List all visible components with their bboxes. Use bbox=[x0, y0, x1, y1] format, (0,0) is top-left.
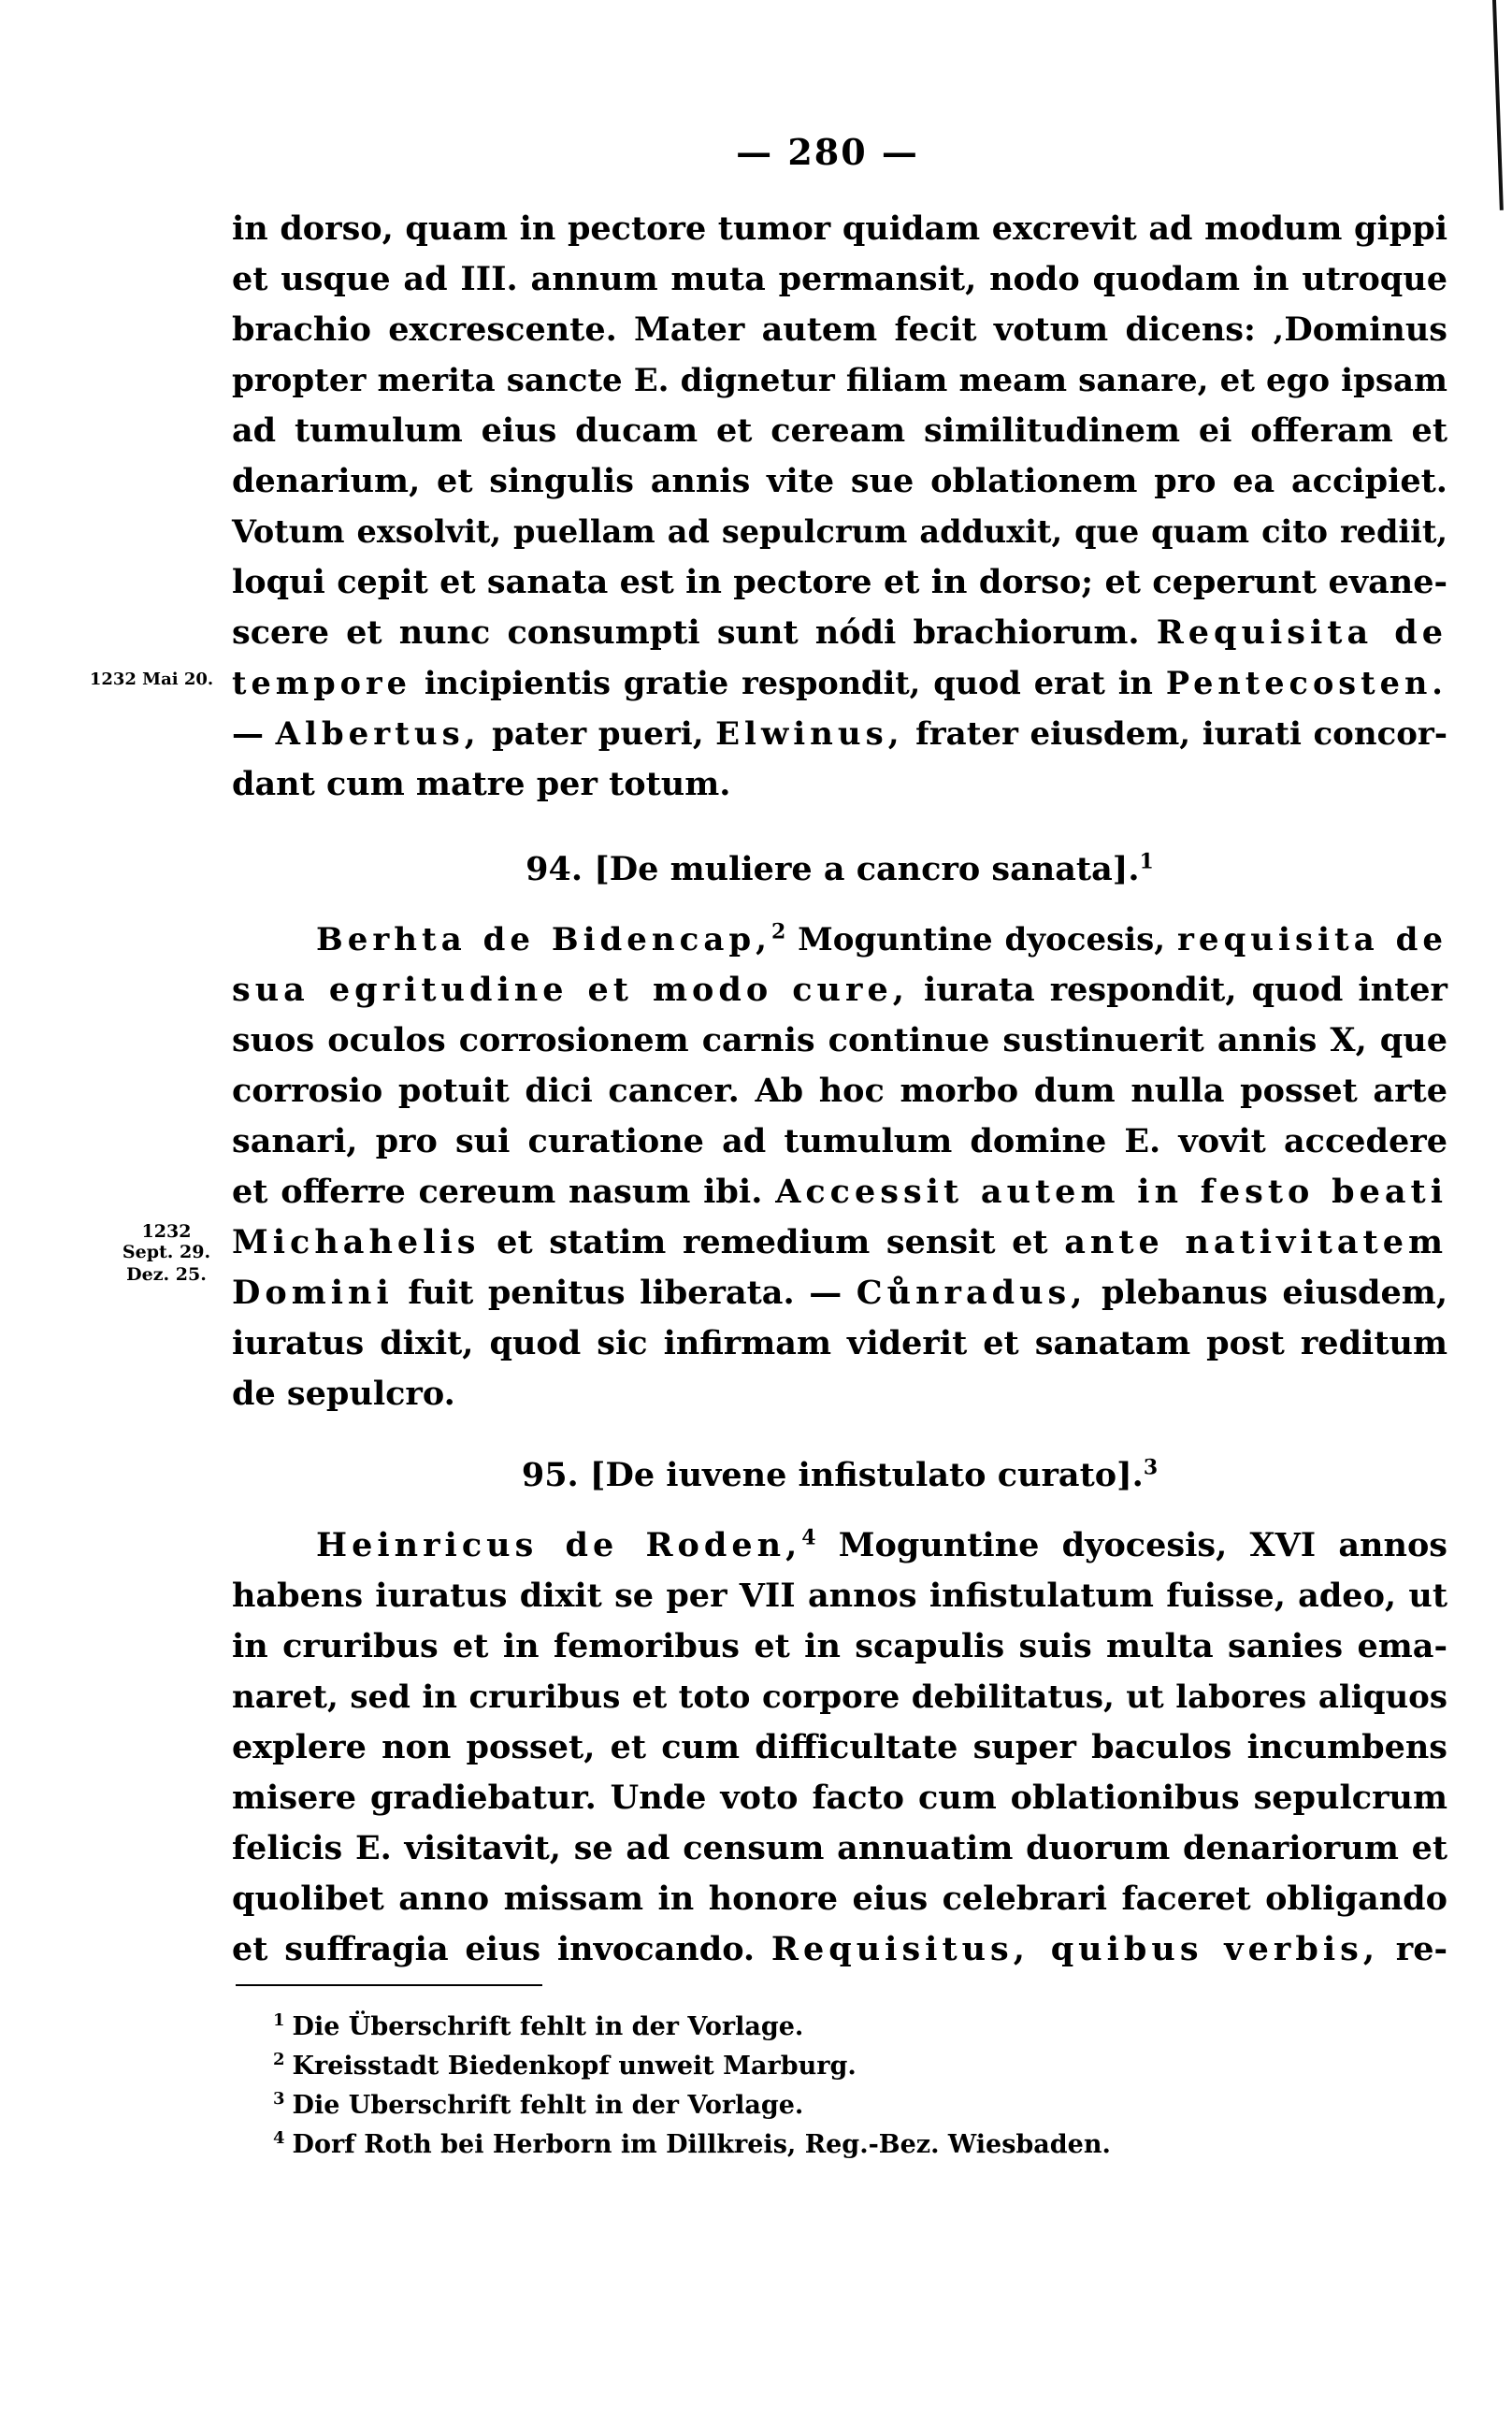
text-line: felicis E. visitavit, se ad censum annuatim duorum denariorum et bbox=[232, 1829, 1447, 1867]
spaced-text: Berhta de Bidencap, bbox=[316, 921, 771, 958]
footnote-number: 4 bbox=[273, 2128, 285, 2148]
margin-note-date: 1232 Mai 20. bbox=[89, 670, 214, 689]
text-line: brachio excrescente. Mater autem fecit votum dicens: ‚Dominus bbox=[232, 310, 1447, 349]
spaced-text: Pentecosten. bbox=[1165, 665, 1447, 701]
heading-text: 95. [De iuvene infistulato curato]. bbox=[521, 1456, 1144, 1494]
text-line: quolibet anno missam in honore eius celebrari faceret obligando bbox=[232, 1880, 1447, 1918]
section-heading-95 bbox=[232, 1452, 1447, 1499]
footnote-ref[interactable]: 4 bbox=[801, 1525, 816, 1550]
footnote bbox=[273, 2128, 1302, 2162]
text-line: et usque ad III. annum muta permansit, nodo quodam in utroque bbox=[232, 260, 1447, 298]
footnote bbox=[273, 2010, 1302, 2044]
spaced-text: Michahelis bbox=[232, 1223, 481, 1261]
text-line: misere gradiebatur. Unde voto facto cum oblationibus sepulcrum bbox=[232, 1779, 1447, 1817]
text-line: Votum exsolvit, puellam ad sepulcrum adduxit, que quam cito rediit, bbox=[232, 513, 1447, 550]
text-line: denarium, et singulis annis vite sue oblationem pro ea accipiet. bbox=[232, 462, 1447, 500]
text-segment: plebanus eiusdem, bbox=[1102, 1274, 1448, 1312]
footnote-number: 3 bbox=[273, 2089, 285, 2109]
spaced-text: Requisita de bbox=[1156, 613, 1447, 652]
footnote-number: 1 bbox=[273, 2010, 285, 2030]
text-line: suos oculos corrosionem carnis continue sustinuerit annis X, que bbox=[232, 1021, 1447, 1059]
text-line: de sepulcro. bbox=[232, 1375, 455, 1413]
text-segment: incipientis gratie respondit, quod erat in bbox=[424, 665, 1153, 701]
page-number: — 280 — bbox=[736, 131, 919, 173]
text-line: corrosio potuit dici cancer. Ab hoc morbo dum nulla posset arte bbox=[232, 1072, 1447, 1110]
footnote-separator bbox=[236, 1984, 542, 1986]
margin-note-dates bbox=[110, 1221, 223, 1285]
text-segment: Moguntine dyocesis, bbox=[798, 921, 1166, 958]
footnote-text: Kreisstadt Biedenkopf unweit Marburg. bbox=[292, 2052, 857, 2081]
footnote-text: Dorf Roth bei Herborn im Dillkreis, Reg.-Bez. Wiesbaden. bbox=[292, 2130, 1111, 2159]
text-line bbox=[232, 610, 1447, 656]
margin-year: 1232 bbox=[141, 1221, 192, 1242]
spaced-text: Cůnradus, bbox=[856, 1274, 1087, 1312]
footnote bbox=[273, 2089, 1302, 2123]
spaced-text: requisita de bbox=[1176, 921, 1447, 958]
section-heading-94 bbox=[232, 846, 1447, 893]
footnote-text: Die Uberschrift fehlt in der Vorlage. bbox=[292, 2091, 804, 2120]
text-segment: pater pueri, bbox=[492, 715, 704, 753]
footnote-text: Die Überschrift fehlt in der Vorlage. bbox=[292, 2012, 804, 2041]
footnote-ref[interactable]: 2 bbox=[770, 919, 786, 944]
text-line: habens iuratus dixit se per VII annos infistulatum fuisse, adeo, ut bbox=[232, 1577, 1447, 1615]
footnote-ref[interactable]: 1 bbox=[1139, 849, 1154, 874]
text-line: loqui cepit et sanata est in pectore et in dorso; et ceperunt evane- bbox=[232, 563, 1447, 601]
footnote-ref[interactable]: 3 bbox=[1143, 1455, 1159, 1480]
footnote-number: 2 bbox=[273, 2050, 285, 2069]
spaced-text: Requisitus, quibus verbis, bbox=[770, 1930, 1380, 1968]
margin-date: Dez. 25. bbox=[126, 1264, 207, 1285]
text-line: explere non posset, et cum difficultate super baculos incumbens bbox=[232, 1728, 1447, 1766]
text-segment: frater eiusdem, iurati concor- bbox=[915, 715, 1447, 753]
text-segment: et statim remedium sensit et bbox=[497, 1223, 1048, 1261]
text-line: propter merita sancte E. dignetur filiam meam sanare, et ego ipsam bbox=[232, 362, 1447, 399]
text-line bbox=[232, 1270, 1447, 1317]
text-segment: et suffragia eius invocando. bbox=[232, 1930, 756, 1968]
spaced-text: Heinricus de Roden, bbox=[316, 1526, 802, 1564]
text-line: dant cum matre per totum. bbox=[232, 765, 731, 803]
heading-text: 94. [De muliere a cancro sanata]. bbox=[526, 850, 1140, 888]
text-line bbox=[232, 1219, 1447, 1266]
text-line: naret, sed in cruribus et toto corpore debilitatus, ut labores aliquos bbox=[232, 1678, 1447, 1716]
text-line bbox=[316, 916, 1447, 963]
text-segment: iurata respondit, quod inter bbox=[923, 971, 1447, 1009]
dash: — bbox=[232, 715, 264, 753]
text-line bbox=[232, 967, 1447, 1014]
spaced-text: Albertus, bbox=[275, 715, 481, 753]
text-line: sanari, pro sui curatione ad tumulum domine E. vovit accedere bbox=[232, 1122, 1447, 1160]
spaced-text: Accessit autem in festo beati bbox=[775, 1173, 1448, 1211]
margin-date: Sept. 29. bbox=[122, 1242, 211, 1262]
text-line bbox=[232, 660, 1447, 707]
scan-edge-line bbox=[1492, 0, 1504, 210]
text-segment: fuit penitus liberata. — bbox=[408, 1274, 842, 1312]
text-line bbox=[232, 1169, 1447, 1216]
text-segment: et offerre cereum nasum ibi. bbox=[232, 1173, 763, 1211]
text-line: iuratus dixit, quod sic infirmam viderit et sanatam post reditum bbox=[232, 1324, 1447, 1362]
text-segment: scere et nunc consumpti sunt nódi brachiorum. bbox=[232, 613, 1140, 652]
text-segment: re- bbox=[1395, 1930, 1448, 1968]
text-line bbox=[232, 711, 1447, 757]
text-line bbox=[232, 1926, 1447, 1973]
text-line bbox=[316, 1522, 1447, 1569]
spaced-text: ante nativitatem bbox=[1064, 1223, 1448, 1261]
text-line: in cruribus et in femoribus et in scapulis suis multa sanies ema- bbox=[232, 1627, 1447, 1665]
spaced-text: Elwinus, bbox=[715, 715, 904, 753]
spaced-text: sua egritudine et modo cure, bbox=[232, 971, 909, 1009]
footnote bbox=[273, 2050, 1302, 2083]
spaced-text: Domini bbox=[232, 1274, 394, 1312]
text-line: in dorso, quam in pectore tumor quidam excrevit ad modum gippi bbox=[232, 209, 1447, 248]
text-line: ad tumulum eius ducam et ceream similitudinem ei offeram et bbox=[232, 411, 1447, 450]
spaced-text: tempore bbox=[232, 665, 411, 701]
text-segment: Moguntine dyocesis, XVI annos bbox=[838, 1526, 1447, 1564]
